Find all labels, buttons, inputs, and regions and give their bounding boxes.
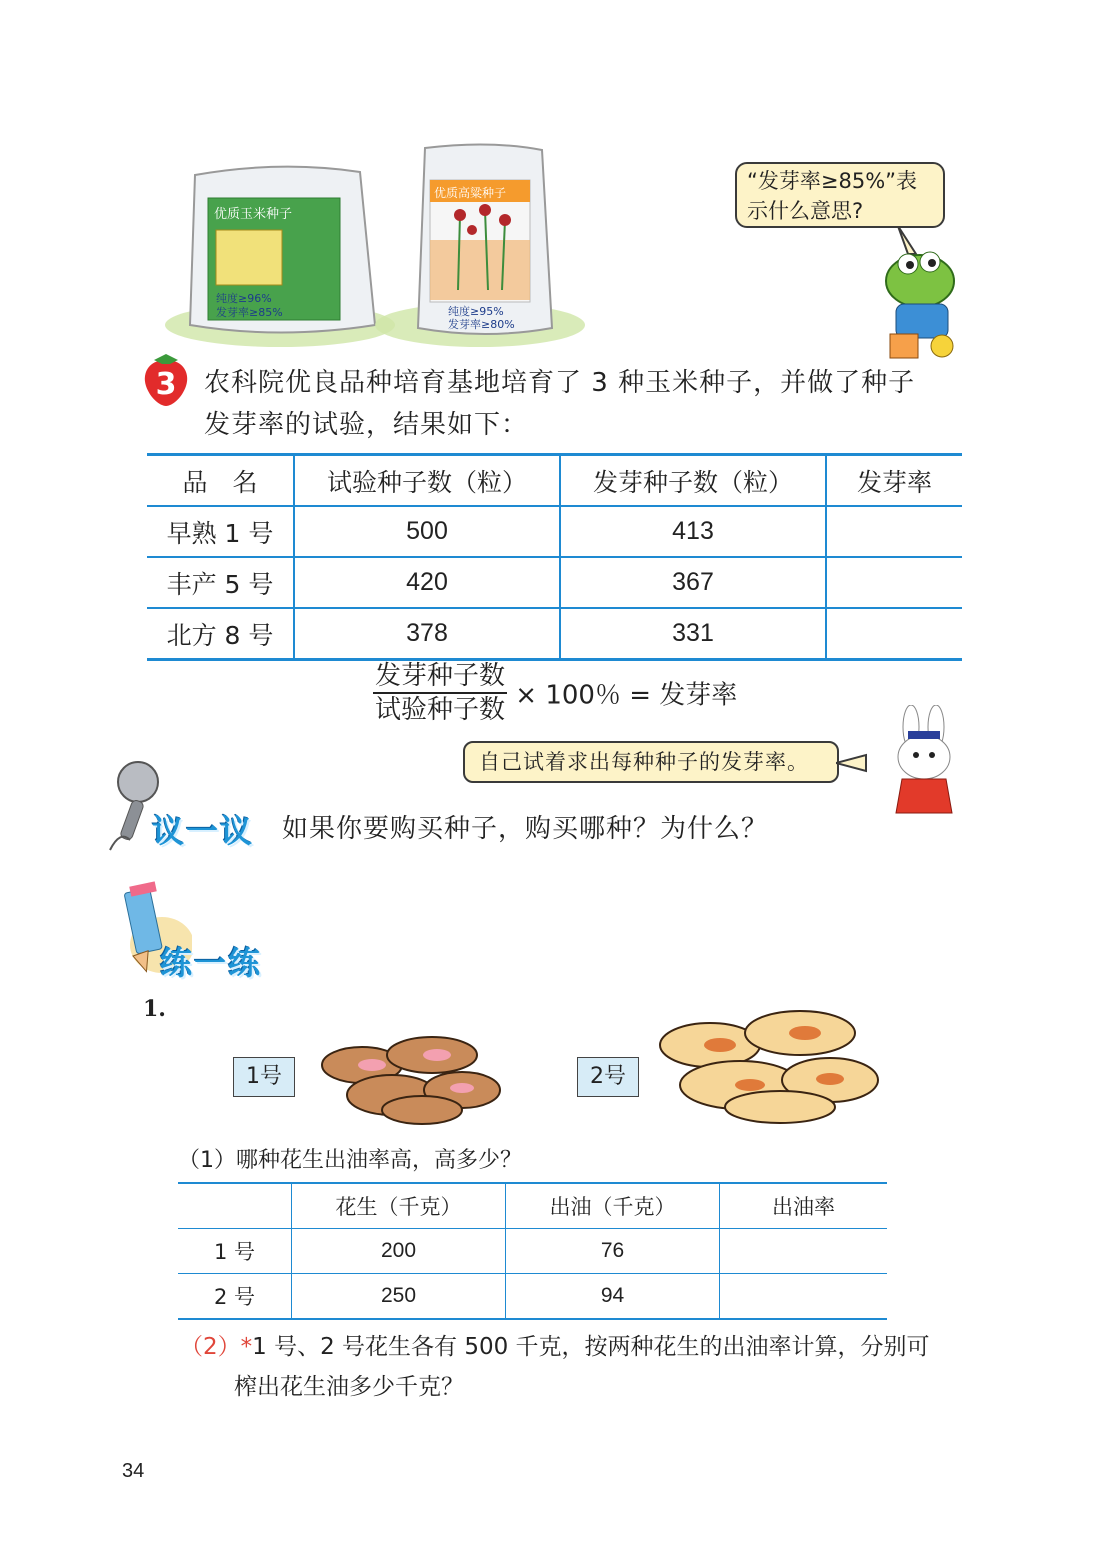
rabbit-speech-bubble: 自己试着求出每种种子的发芽率。	[463, 741, 839, 783]
corn-seed-bag	[160, 160, 400, 350]
formula-numerator: 发芽种子数	[373, 660, 507, 694]
frog-bubble-line1: “发芽率≥85%”表	[747, 169, 918, 193]
row-sprouted: 413	[560, 506, 826, 557]
discuss-question: 如果你要购买种子，购买哪种？为什么？	[282, 814, 769, 844]
sorghum-bag-purity: 纯度≥95%	[448, 305, 504, 318]
question-2-line2: 榨出花生油多少千克？	[234, 1374, 464, 1400]
table-row	[147, 506, 962, 557]
table-row	[147, 608, 962, 660]
practice-title: 练一练	[160, 944, 263, 982]
header-name: 品 名	[147, 455, 294, 507]
exercise-number: 1.	[143, 996, 166, 1022]
peanut-label-2: 2号	[577, 1057, 639, 1097]
header-oil: 出油（千克）	[506, 1183, 720, 1229]
row-rate	[826, 506, 962, 557]
rabbit-character	[836, 705, 976, 815]
germination-formula	[373, 660, 737, 726]
frog-bubble-line2: 示什么意思?	[747, 199, 864, 223]
header-oil-rate: 出油率	[720, 1183, 888, 1229]
frog-character	[860, 226, 970, 361]
row-peanut: 200	[292, 1229, 506, 1274]
table-header-row	[147, 455, 962, 507]
table-row	[178, 1274, 887, 1320]
discuss-title: 议一议	[152, 812, 255, 850]
page-number: 34	[122, 1460, 145, 1482]
seed-germination-table	[147, 453, 962, 661]
row-name: 丰产 5 号	[147, 557, 294, 608]
row-peanut: 250	[292, 1274, 506, 1320]
sorghum-seed-bag	[370, 140, 590, 350]
row-name: 1 号	[178, 1229, 292, 1274]
table-row	[147, 557, 962, 608]
formula-rest: × 100％ = 发芽率	[515, 680, 738, 711]
row-tested: 420	[294, 557, 560, 608]
row-sprouted: 367	[560, 557, 826, 608]
row-tested: 500	[294, 506, 560, 557]
microphone-icon	[100, 760, 160, 856]
row-oil-rate	[720, 1229, 888, 1274]
row-name: 早熟 1 号	[147, 506, 294, 557]
question-2	[180, 1327, 980, 1407]
header-tested: 试验种子数（粒）	[294, 455, 560, 507]
question-1: （1）哪种花生出油率高，高多少？	[178, 1148, 522, 1173]
peanut-pile-2	[650, 995, 885, 1130]
formula-denominator: 试验种子数	[375, 695, 506, 725]
header-blank	[178, 1183, 292, 1229]
row-name: 北方 8 号	[147, 608, 294, 660]
row-rate	[826, 608, 962, 660]
strawberry-icon	[140, 352, 192, 408]
sorghum-bag-title: 优质高粱种子	[434, 186, 507, 200]
table-header-row	[178, 1183, 887, 1229]
problem-number: 3	[155, 367, 177, 402]
row-sprouted: 331	[560, 608, 826, 660]
row-name: 2 号	[178, 1274, 292, 1320]
peanut-label-1: 1号	[233, 1057, 295, 1097]
corn-bag-purity: 纯度≥96%	[216, 292, 272, 305]
peanut-pile-1	[312, 1020, 507, 1128]
table-row	[178, 1229, 887, 1274]
question-2-line1: 1 号、2 号花生各有 500 千克，按两种花生的出油率计算，分别可	[252, 1334, 930, 1360]
row-oil-rate	[720, 1274, 888, 1320]
formula-fraction	[373, 660, 507, 726]
problem3-line2: 发芽率的试验，结果如下：	[204, 410, 529, 440]
header-sprouted: 发芽种子数（粒）	[560, 455, 826, 507]
problem3-text	[204, 362, 984, 446]
row-oil: 94	[506, 1274, 720, 1320]
sorghum-bag-germination: 发芽率≥80%	[448, 318, 515, 331]
peanut-oil-table	[178, 1182, 887, 1320]
header-rate: 发芽率	[826, 455, 962, 507]
problem3-line1: 农科院优良品种培育基地培育了 3 种玉米种子，并做了种子	[204, 368, 916, 398]
row-rate	[826, 557, 962, 608]
row-oil: 76	[506, 1229, 720, 1274]
header-peanut: 花生（千克）	[292, 1183, 506, 1229]
row-tested: 378	[294, 608, 560, 660]
corn-bag-germination: 发芽率≥85%	[216, 306, 283, 319]
question-2-mark: （2）*	[180, 1334, 253, 1360]
frog-speech-bubble	[735, 162, 945, 228]
corn-bag-title: 优质玉米种子	[214, 207, 293, 222]
